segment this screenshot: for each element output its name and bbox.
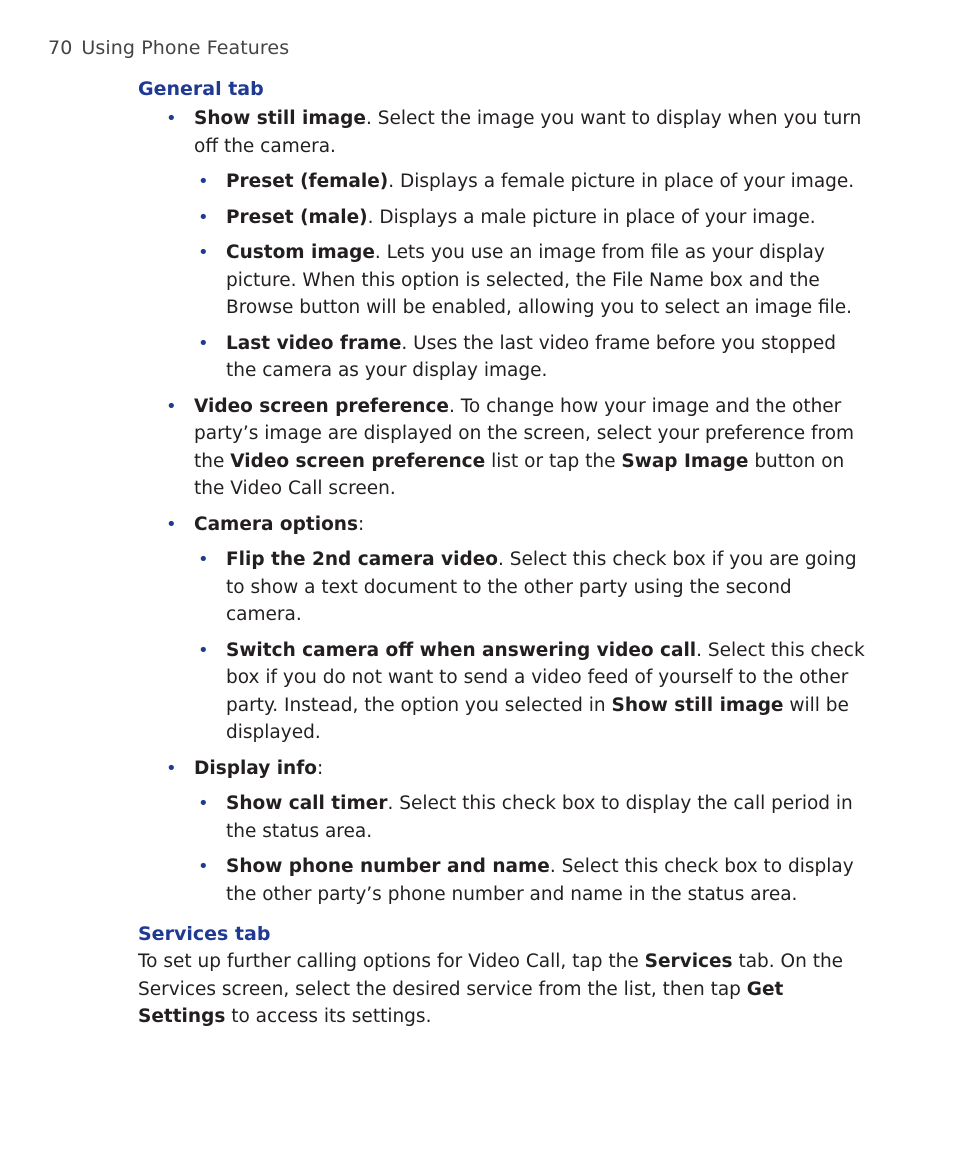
term: Show phone number and name [226,856,550,877]
description: tab. On the Services screen, select the desired service from the list, then tap [138,951,844,1000]
description: . To change how your image and the other party’s image are displayed on the screen, select your preference from the [194,395,855,472]
sublist-display-info [194,790,868,908]
list-item-custom-image [138,239,868,322]
running-head [48,37,289,59]
description: . Uses the last video frame before you stopped the camera as your display image. [226,332,836,381]
term: Show still image [194,108,366,129]
list-item-camera-options [138,511,868,747]
description: . Select this check box to display the call period in the status area. [226,793,853,842]
term: Flip the 2nd camera video [226,549,498,570]
services-tab-heading: Services tab [138,923,271,945]
description: button on the Video Call screen. [194,450,845,499]
general-tab-heading: General tab [138,78,264,100]
description: To set up further calling options for Video Call, tap the [138,951,645,972]
description: . Displays a female picture in place of your image. [388,171,855,192]
sublist-camera-options [194,546,868,747]
list-item-last-video-frame [138,330,868,385]
description: . Select the image you want to display when you turn off the camera. [194,108,862,157]
term: Video screen preference [194,395,449,417]
term: Video screen preference [230,450,486,472]
term: Camera options [194,513,358,535]
description: . Displays a male picture in place of your image. [367,206,816,228]
list-item-preset-male [138,204,868,232]
description: . Select this check box to display the other party’s phone number and name in the status area. [226,856,854,905]
description: : [316,757,324,779]
term: Custom image [226,242,375,263]
description: to access its settings. [225,1006,432,1027]
description: . Lets you use an image from file as your display picture. When this option is selected, the File Name box and the Browse button will be enabled, allowing you to select an image file. [226,242,853,318]
description: will be displayed. [226,694,849,743]
list-item-flip-2nd-camera [138,546,868,629]
list-item-show-phone-number [138,853,868,908]
services-paragraph [138,948,868,1031]
term: Services [644,951,733,972]
list-item-display-info [138,755,868,909]
term: Switch camera off when answering video call [226,639,697,661]
sublist-show-still-image [194,168,868,385]
term: Display info [194,757,317,779]
page-number: 70 [48,37,73,59]
term: Show call timer [226,793,388,814]
term: Get Settings [138,978,784,1027]
page-content [138,75,868,1031]
list-item-show-still-image [138,105,868,385]
list-item-switch-camera-off [138,637,868,747]
term: Preset (male) [226,206,368,228]
description: . Select this check box if you are going to show a text document to the other party using the second camera. [226,549,857,625]
section-title: Using Phone Features [81,37,290,59]
term: Last video frame [226,332,402,354]
description: . Select this check box if you do not want to send a video feed of yourself to the other party. Instead, the option you selected in [226,639,865,716]
term: Preset (female) [226,171,389,192]
general-tab-list [138,105,868,908]
term: Swap Image [621,450,749,472]
description: : [357,513,365,535]
list-item-preset-female [138,168,868,196]
term: Show still image [611,694,784,716]
description: list or tap the [485,450,622,472]
list-item-video-screen-preference [138,393,868,503]
list-item-show-call-timer [138,790,868,845]
